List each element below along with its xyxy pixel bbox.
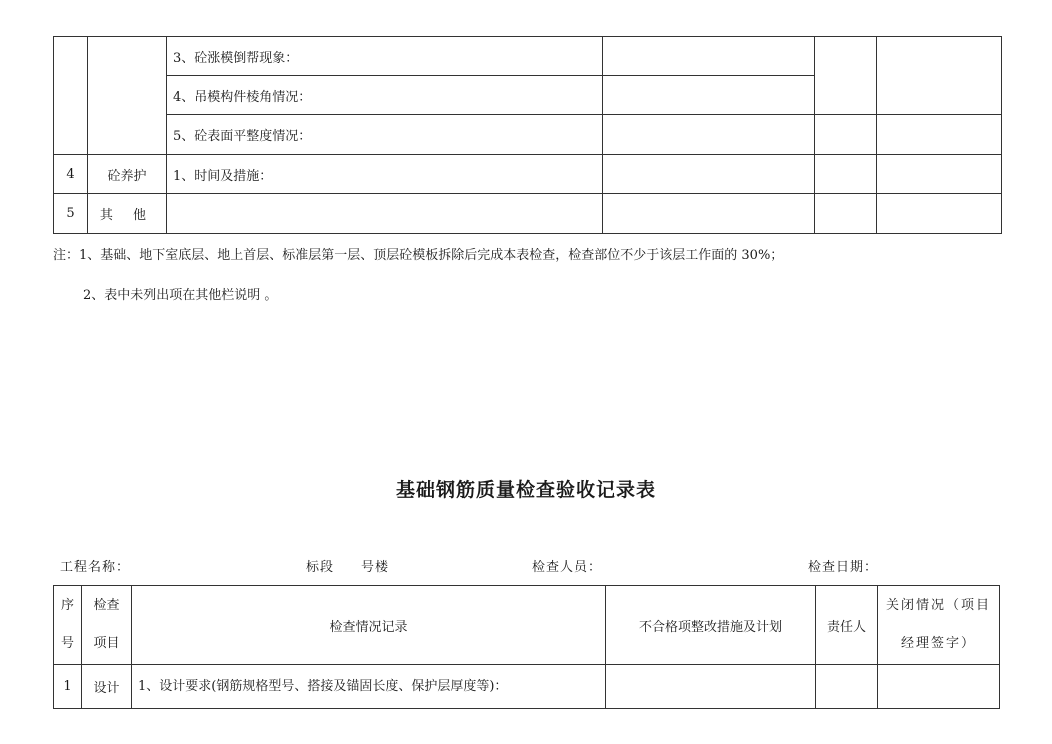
item-name-cell: 砼养护: [88, 155, 167, 194]
header-plan: 不合格项整改措施及计划: [606, 586, 816, 665]
header-seq-bottom: 号: [60, 636, 74, 651]
header-record: 检查情况记录: [132, 586, 606, 665]
inspector-label: 检查人员：: [532, 560, 603, 575]
project-name-label: 工程名称：: [60, 560, 131, 575]
close-cell: [878, 665, 1000, 709]
plan-cell: [603, 155, 815, 194]
inspection-date-label: 检查日期：: [808, 560, 879, 575]
plan-cell: [603, 37, 815, 76]
note-2: 2、表中未列出项在其他栏说明 。: [83, 288, 278, 303]
close-cell: [877, 194, 1002, 234]
header-item: [82, 586, 132, 665]
item-name-cell: 其 他: [88, 194, 167, 234]
header-seq-top: 序: [60, 598, 74, 613]
seq-cell: 4: [54, 155, 88, 194]
plan-cell: [603, 194, 815, 234]
header-close-top: 关闭情况（项目: [885, 598, 991, 613]
person-cell: [815, 115, 877, 155]
person-cell: [815, 155, 877, 194]
section-label: 标段: [306, 560, 335, 575]
header-close-bottom: 经理签字）: [900, 636, 976, 651]
check-item-text: [167, 194, 603, 234]
check-item-text: 3、砼涨模倒帮现象：: [167, 37, 603, 76]
item-name-cell: [88, 37, 167, 155]
seq-cell: 1: [54, 665, 82, 709]
check-item-text: 1、时间及措施：: [167, 155, 603, 194]
person-cell: [816, 665, 878, 709]
plan-cell: [603, 76, 815, 115]
header-item-top: 检查: [93, 598, 120, 613]
header-person: 责任人: [816, 586, 878, 665]
header-close: [878, 586, 1000, 665]
seq-cell: 5: [54, 194, 88, 234]
header-item-bottom: 项目: [93, 636, 120, 651]
note-1: 注：1、基础、地下室底层、地上首层、标准层第一层、顶层砼模板拆除后完成本表检查，检查部位不少于该层工作面的 30%；: [53, 248, 784, 263]
check-item-text: 1、设计要求(钢筋规格型号、搭接及锚固长度、保护层厚度等)：: [132, 665, 606, 709]
seq-cell: [54, 37, 88, 155]
close-cell: [877, 115, 1002, 155]
close-cell: [877, 155, 1002, 194]
rebar-inspection-table: [53, 585, 1000, 709]
person-cell: [815, 37, 877, 115]
plan-cell: [603, 115, 815, 155]
plan-cell: [606, 665, 816, 709]
building-label: 号楼: [361, 560, 390, 575]
close-cell: [877, 37, 1002, 115]
item-name-cell: 设计: [82, 665, 132, 709]
check-item-text: 5、砼表面平整度情况：: [167, 115, 603, 155]
inspection-table-continued: [53, 36, 1002, 234]
form-title: 基础钢筋质量检查验收记录表: [395, 479, 656, 501]
header-seq: [54, 586, 82, 665]
check-item-text: 4、吊模构件棱角情况：: [167, 76, 603, 115]
person-cell: [815, 194, 877, 234]
